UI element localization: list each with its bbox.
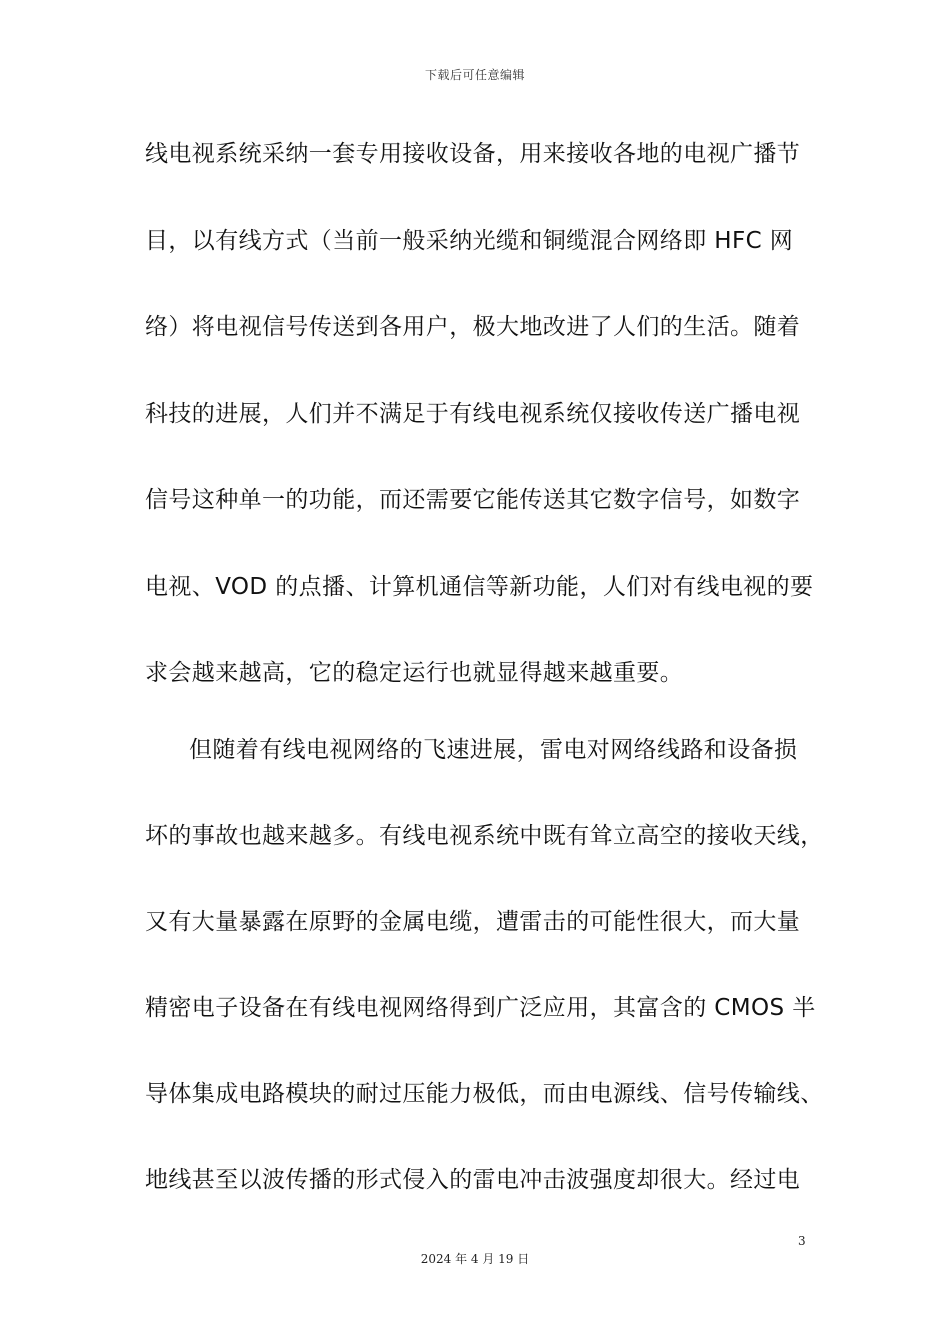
- text-line: 导体集成电路模块的耐过压能力极低，而由电源线、信号传输线、: [145, 1081, 824, 1107]
- text-line-indented: 但随着有线电视网络的飞速进展，雷电对网络线路和设备损: [189, 737, 798, 763]
- text-line: 地线甚至以波传播的形式侵入的雷电冲击波强度却很大。经过电: [145, 1167, 801, 1193]
- text-line: 又有大量暴露在原野的金属电缆，遭雷击的可能性很大，而大量: [145, 909, 801, 935]
- page-number: 3: [798, 1234, 806, 1248]
- text-line: 目，以有线方式（当前一般采纳光缆和铜缆混合网络即 HFC 网: [145, 228, 794, 254]
- text-line: 求会越来越高，它的稳定运行也就显得越来越重要。: [145, 660, 684, 686]
- text-line: 科技的进展，人们并不满足于有线电视系统仅接收传送广播电视: [145, 401, 801, 427]
- text-line: 精密电子设备在有线电视网络得到广泛应用，其富含的 CMOS 半: [145, 995, 816, 1021]
- text-line: 络）将电视信号传送到各用户，极大地改进了人们的生活。随着: [145, 314, 801, 340]
- text-line: 信号这种单一的功能，而还需要它能传送其它数字信号，如数字: [145, 487, 801, 513]
- header-note: 下载后可任意编辑: [424, 68, 525, 82]
- text-line: 坏的事故也越来越多。有线电视系统中既有耸立高空的接收天线，: [145, 823, 824, 849]
- text-line: 线电视系统采纳一套专用接收设备，用来接收各地的电视广播节: [145, 141, 801, 167]
- footer-date: 2024 年 4 月 19 日: [420, 1252, 530, 1266]
- text-line: 电视、VOD 的点播、计算机通信等新功能，人们对有线电视的要: [145, 574, 814, 600]
